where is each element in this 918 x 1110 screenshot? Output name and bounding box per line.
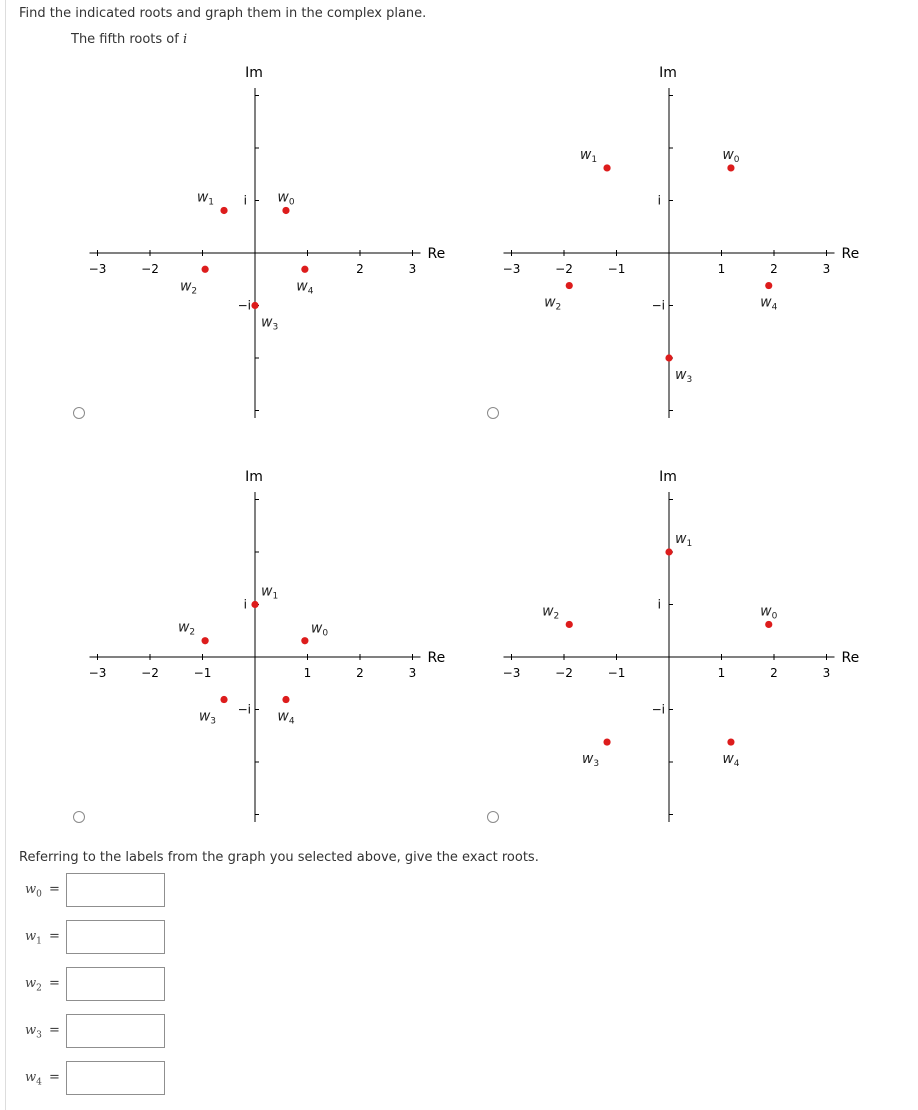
root-point-w1 bbox=[665, 548, 672, 555]
question-text: Find the indicated roots and graph them in the complex plane. bbox=[19, 6, 427, 21]
answer-input-w4[interactable] bbox=[66, 1061, 165, 1095]
x-tick-label: −2 bbox=[555, 262, 573, 276]
y-tick-label-neg-i: −i bbox=[237, 298, 251, 313]
answer-input-w2[interactable] bbox=[66, 967, 165, 1001]
x-tick-label: −3 bbox=[88, 262, 107, 276]
root-label-w2: $w_2$ bbox=[179, 278, 198, 297]
graph-option-d bbox=[474, 454, 894, 844]
root-label-w1: $w_1$ bbox=[196, 189, 215, 208]
answer-input-w1[interactable] bbox=[66, 920, 165, 954]
re-axis-label: Re bbox=[427, 246, 446, 262]
radio-option-a[interactable] bbox=[73, 407, 85, 419]
answer-input-w3[interactable] bbox=[66, 1014, 165, 1048]
root-point-w2 bbox=[566, 282, 573, 289]
answer-label: $w_0$ bbox=[25, 882, 42, 900]
subtitle-var: i bbox=[182, 32, 188, 47]
x-tick-label: 2 bbox=[770, 262, 778, 276]
im-axis-label: Im bbox=[659, 65, 677, 81]
re-axis-label: Re bbox=[841, 246, 860, 262]
x-tick-label: −1 bbox=[607, 666, 626, 680]
x-tick-label: −1 bbox=[193, 666, 212, 680]
y-tick-label-i: i bbox=[243, 193, 247, 208]
root-point-w3 bbox=[220, 696, 227, 703]
root-point-w0 bbox=[282, 207, 289, 214]
im-axis-label: Im bbox=[659, 469, 677, 485]
root-point-w0 bbox=[727, 164, 734, 171]
x-tick-label: −2 bbox=[141, 666, 159, 680]
x-tick-label: −2 bbox=[555, 666, 573, 680]
graph-option-c bbox=[60, 454, 480, 844]
y-tick-label-neg-i: −i bbox=[651, 298, 665, 313]
root-point-w0 bbox=[765, 621, 772, 628]
x-tick-label: 3 bbox=[408, 666, 417, 680]
root-label-w0: $w_0$ bbox=[760, 603, 778, 622]
equals-sign: = bbox=[49, 1070, 60, 1085]
answer-label: $w_2$ bbox=[25, 976, 42, 994]
root-label-w1: $w_1$ bbox=[261, 583, 279, 602]
root-label-w2: $w_2$ bbox=[544, 294, 562, 313]
x-tick-label: 3 bbox=[822, 262, 831, 276]
root-point-w4 bbox=[727, 738, 734, 745]
root-point-w2 bbox=[202, 266, 209, 273]
im-axis-label: Im bbox=[245, 469, 263, 485]
x-tick-label: −3 bbox=[88, 666, 107, 680]
x-tick-label: −1 bbox=[607, 262, 626, 276]
re-axis-label: Re bbox=[841, 650, 860, 666]
re-axis-label: Re bbox=[427, 650, 446, 666]
x-tick-label: −2 bbox=[141, 262, 159, 276]
root-label-w2: $w_2$ bbox=[542, 603, 560, 622]
subtitle-prefix: The fifth roots of bbox=[71, 32, 183, 47]
answer-label: $w_1$ bbox=[25, 929, 42, 947]
root-point-w3 bbox=[251, 302, 258, 309]
radio-option-d[interactable] bbox=[487, 811, 499, 823]
radio-option-c[interactable] bbox=[73, 811, 85, 823]
root-point-w1 bbox=[603, 164, 610, 171]
root-label-w4: $w_4$ bbox=[760, 294, 778, 313]
root-point-w4 bbox=[301, 266, 308, 273]
root-label-w1: $w_1$ bbox=[579, 146, 598, 165]
root-point-w4 bbox=[765, 282, 772, 289]
x-tick-label: 2 bbox=[356, 262, 364, 276]
root-label-w3: $w_3$ bbox=[261, 314, 279, 333]
root-point-w4 bbox=[282, 696, 289, 703]
root-point-w0 bbox=[301, 637, 308, 644]
root-label-w3: $w_3$ bbox=[198, 708, 217, 727]
answer-input-w0[interactable] bbox=[66, 873, 165, 907]
im-axis-label: Im bbox=[245, 65, 263, 81]
root-label-w2: $w_2$ bbox=[177, 619, 196, 638]
x-tick-label: −3 bbox=[502, 666, 521, 680]
root-label-w0: $w_0$ bbox=[277, 189, 295, 208]
graph-option-b bbox=[474, 50, 894, 440]
x-tick-label: 2 bbox=[356, 666, 364, 680]
root-point-w3 bbox=[603, 738, 610, 745]
y-tick-label-neg-i: −i bbox=[651, 702, 665, 717]
root-point-w2 bbox=[566, 621, 573, 628]
root-label-w0: $w_0$ bbox=[722, 146, 740, 165]
x-tick-label: 1 bbox=[303, 666, 312, 680]
radio-option-b[interactable] bbox=[487, 407, 499, 419]
question-subtitle bbox=[71, 32, 187, 47]
root-point-w2 bbox=[202, 637, 209, 644]
equals-sign: = bbox=[49, 929, 60, 944]
x-tick-label: 1 bbox=[717, 666, 726, 680]
equals-sign: = bbox=[49, 1023, 60, 1038]
answer-label: $w_3$ bbox=[25, 1023, 42, 1041]
root-label-w4: $w_4$ bbox=[296, 278, 314, 297]
root-label-w3: $w_3$ bbox=[581, 751, 600, 770]
root-point-w3 bbox=[665, 354, 672, 361]
root-point-w1 bbox=[220, 207, 227, 214]
y-tick-label-i: i bbox=[657, 597, 661, 612]
x-tick-label: −3 bbox=[502, 262, 521, 276]
x-tick-label: 3 bbox=[822, 666, 831, 680]
answer-label: $w_4$ bbox=[25, 1070, 42, 1088]
y-tick-label-i: i bbox=[657, 193, 661, 208]
page-border bbox=[5, 0, 6, 1110]
x-tick-label: 1 bbox=[717, 262, 726, 276]
root-label-w4: $w_4$ bbox=[277, 708, 295, 727]
x-tick-label: 3 bbox=[408, 262, 417, 276]
root-label-w4: $w_4$ bbox=[722, 751, 740, 770]
root-label-w0: $w_0$ bbox=[310, 620, 329, 639]
x-tick-label: 2 bbox=[770, 666, 778, 680]
root-label-w1: $w_1$ bbox=[675, 531, 693, 549]
equals-sign: = bbox=[49, 976, 60, 991]
root-point-w1 bbox=[251, 601, 258, 608]
root-label-w3: $w_3$ bbox=[675, 367, 693, 385]
equals-sign: = bbox=[49, 882, 60, 897]
y-tick-label-neg-i: −i bbox=[237, 702, 251, 717]
answer-prompt: Referring to the labels from the graph you selected above, give the exact roots. bbox=[19, 850, 539, 865]
graph-option-a bbox=[60, 50, 480, 440]
y-tick-label-i: i bbox=[243, 597, 247, 612]
